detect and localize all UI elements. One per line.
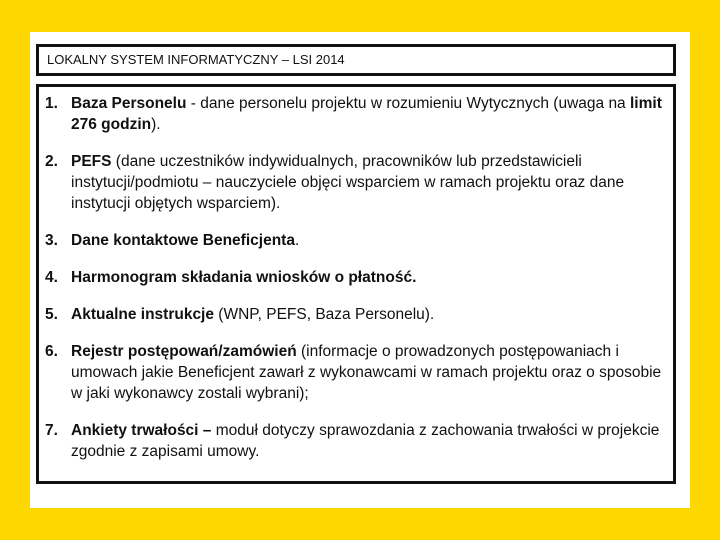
item-text: - dane personelu projektu w rozumieniu Wytycznych (uwaga na bbox=[186, 95, 630, 112]
list-item bbox=[45, 230, 667, 251]
item-text: (informacje o prowadzonych postępowaniach i umowach jakie Beneficjent zawarł z wykonawcami w ramach projektu oraz o sposobie w jaki wykonawcy zostali wybrani); bbox=[71, 343, 662, 402]
item-bold-text: limit 276 godzin bbox=[71, 95, 662, 133]
list-item bbox=[45, 304, 667, 325]
item-number: 3. bbox=[45, 232, 58, 249]
item-text: . bbox=[294, 232, 300, 249]
item-bold-text: Harmonogram składania wniosków o płatność. bbox=[71, 269, 417, 286]
title-box bbox=[36, 44, 676, 76]
item-text: (dane uczestników indywidualnych, pracowników lub przedstawicieli instytucji/podmiotu – nauczyciele objęci wsparciem w ramach projektu oraz dane instytucji objętych wsparciem). bbox=[71, 153, 625, 212]
item-bold-text: Baza Personelu bbox=[71, 95, 187, 112]
list-item bbox=[45, 151, 667, 214]
item-text: ). bbox=[151, 116, 161, 133]
item-bold-text: Dane kontaktowe Beneficjenta bbox=[71, 232, 295, 249]
item-number: 5. bbox=[45, 306, 58, 323]
list-item bbox=[45, 341, 667, 404]
item-number: 7. bbox=[45, 422, 58, 439]
item-text: moduł dotyczy sprawozdania z zachowania trwałości w projekcie zgodnie z zapisami umowy. bbox=[71, 422, 660, 460]
slide bbox=[30, 32, 690, 508]
item-number: 2. bbox=[45, 153, 58, 170]
item-number: 6. bbox=[45, 343, 58, 360]
item-bold-text: Rejestr postępowań/zamówień bbox=[71, 343, 297, 360]
list-item bbox=[45, 267, 667, 288]
item-number: 1. bbox=[45, 95, 58, 112]
content-box bbox=[36, 84, 676, 484]
item-bold-text: Aktualne instrukcje bbox=[71, 306, 214, 323]
item-bold-text: PEFS bbox=[71, 153, 112, 170]
list-item bbox=[45, 93, 667, 135]
item-number: 4. bbox=[45, 269, 58, 286]
item-bold-text: Ankiety trwałości – bbox=[71, 422, 212, 439]
list-item bbox=[45, 420, 667, 462]
numbered-list bbox=[45, 93, 667, 462]
item-text: (WNP, PEFS, Baza Personelu). bbox=[214, 306, 435, 323]
page-title: LOKALNY SYSTEM INFORMATYCZNY – LSI 2014 bbox=[47, 52, 345, 67]
